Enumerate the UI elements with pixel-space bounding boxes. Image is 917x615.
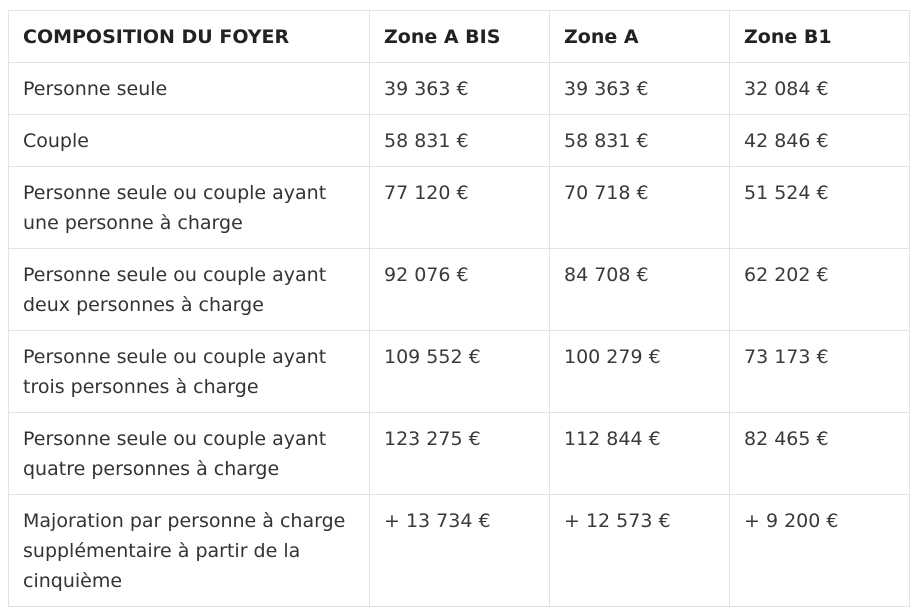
- row-label: Personne seule ou couple ayant deux personnes à charge: [9, 249, 370, 331]
- table-header-row: [9, 11, 910, 63]
- table-row: [9, 167, 910, 249]
- cell-zone-a: 58 831 €: [550, 115, 730, 167]
- cell-zone-a: 100 279 €: [550, 331, 730, 413]
- cell-zone-b1: + 9 200 €: [730, 495, 910, 607]
- cell-zone-a: 70 718 €: [550, 167, 730, 249]
- table-row: [9, 63, 910, 115]
- row-label: Couple: [9, 115, 370, 167]
- row-label: Majoration par personne à charge supplémentaire à partir de la cinquième: [9, 495, 370, 607]
- cell-zone-b1: 73 173 €: [730, 331, 910, 413]
- header-zone-b1: Zone B1: [730, 11, 910, 63]
- cell-zone-a: 112 844 €: [550, 413, 730, 495]
- cell-zone-b1: 32 084 €: [730, 63, 910, 115]
- income-ceiling-table-container: [8, 10, 910, 607]
- cell-zone-a: + 12 573 €: [550, 495, 730, 607]
- row-label: Personne seule ou couple ayant trois personnes à charge: [9, 331, 370, 413]
- header-zone-a: Zone A: [550, 11, 730, 63]
- cell-zone-a: 39 363 €: [550, 63, 730, 115]
- cell-zone-b1: 51 524 €: [730, 167, 910, 249]
- table-row: [9, 115, 910, 167]
- row-label: Personne seule ou couple ayant une personne à charge: [9, 167, 370, 249]
- header-household-composition: COMPOSITION DU FOYER: [9, 11, 370, 63]
- row-label: Personne seule: [9, 63, 370, 115]
- table-row: [9, 331, 910, 413]
- cell-zone-a-bis: 77 120 €: [370, 167, 550, 249]
- cell-zone-b1: 42 846 €: [730, 115, 910, 167]
- cell-zone-a: 84 708 €: [550, 249, 730, 331]
- cell-zone-a-bis: 109 552 €: [370, 331, 550, 413]
- cell-zone-a-bis: 39 363 €: [370, 63, 550, 115]
- table-row: [9, 249, 910, 331]
- cell-zone-a-bis: + 13 734 €: [370, 495, 550, 607]
- row-label: Personne seule ou couple ayant quatre personnes à charge: [9, 413, 370, 495]
- table-row: [9, 413, 910, 495]
- header-zone-a-bis: Zone A BIS: [370, 11, 550, 63]
- income-ceiling-table: [8, 10, 910, 607]
- cell-zone-a-bis: 58 831 €: [370, 115, 550, 167]
- table-row: [9, 495, 910, 607]
- cell-zone-b1: 62 202 €: [730, 249, 910, 331]
- cell-zone-a-bis: 92 076 €: [370, 249, 550, 331]
- cell-zone-a-bis: 123 275 €: [370, 413, 550, 495]
- cell-zone-b1: 82 465 €: [730, 413, 910, 495]
